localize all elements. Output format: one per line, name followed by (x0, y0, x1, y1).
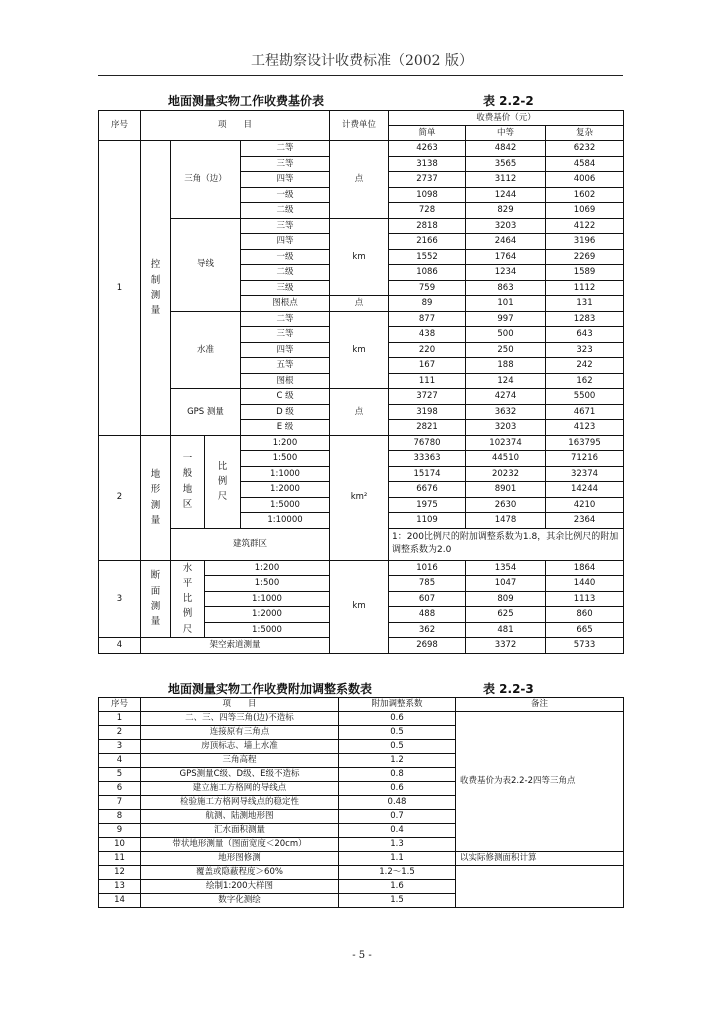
price-simple: 488 (389, 607, 466, 623)
item-grade: 图根 (241, 373, 330, 389)
section-name-text: 断面测量 (150, 570, 161, 627)
row-no: 5 (99, 768, 141, 782)
row-no: 12 (99, 866, 141, 880)
item-grade: 三等 (241, 327, 330, 343)
price-complex: 162 (546, 373, 624, 389)
price-medium: 863 (466, 280, 546, 296)
item-name: 建立施工方格网的导线点 (141, 782, 339, 796)
item-name: 绘制1:200大样图 (141, 880, 339, 894)
price-simple: 111 (389, 373, 466, 389)
price-simple: 220 (389, 342, 466, 358)
scale-value: 1:200 (205, 560, 330, 576)
section-name-text: 地形测量 (150, 469, 161, 526)
item-grade: D 级 (241, 404, 330, 420)
price-complex: 131 (546, 296, 624, 312)
table-row (99, 435, 624, 451)
section-no: 4 (99, 638, 141, 654)
item-name: 检验施工方格网导线点的稳定性 (141, 796, 339, 810)
row-no: 4 (99, 754, 141, 768)
price-medium: 3372 (466, 638, 546, 654)
scale-value: 1:2000 (205, 607, 330, 623)
price-medium: 1354 (466, 560, 546, 576)
table-row (99, 311, 624, 327)
row-no: 14 (99, 894, 141, 908)
item-grade: E 级 (241, 420, 330, 436)
price-medium: 997 (466, 311, 546, 327)
price-complex: 2269 (546, 249, 624, 265)
unit: 点 (330, 296, 389, 312)
item-name: 二、三、四等三角(边)不造标 (141, 712, 339, 726)
price-simple: 76780 (389, 435, 466, 451)
coefficient: 0.4 (339, 824, 456, 838)
scale-value: 1:1000 (205, 591, 330, 607)
price-complex: 5733 (546, 638, 624, 654)
price-medium: 124 (466, 373, 546, 389)
scale-value: 1:500 (205, 576, 330, 592)
scale-value: 1:200 (241, 435, 330, 451)
item-grade: 二级 (241, 203, 330, 219)
price-simple: 89 (389, 296, 466, 312)
table-row (99, 560, 624, 576)
price-complex: 665 (546, 622, 624, 638)
price-complex: 4584 (546, 156, 624, 172)
coefficient: 0.6 (339, 712, 456, 726)
header-simple: 简单 (389, 126, 466, 141)
price-simple: 1109 (389, 513, 466, 529)
item-grade: 四等 (241, 342, 330, 358)
item-grade: 二等 (241, 311, 330, 327)
table2-title: 地面测量实物工作收费附加调整系数表 (168, 682, 373, 696)
price-simple: 3198 (389, 404, 466, 420)
price-simple: 1552 (389, 249, 466, 265)
header-no: 序号 (99, 698, 141, 712)
unit: km (330, 311, 389, 389)
table-row (99, 218, 624, 234)
header-rule (98, 75, 623, 76)
item-grade: C 级 (241, 389, 330, 405)
area-label-text: 一般地区 (182, 453, 193, 510)
table-row (99, 698, 624, 712)
price-complex: 163795 (546, 435, 624, 451)
table-row (99, 111, 624, 126)
row-no: 7 (99, 796, 141, 810)
price-medium: 188 (466, 358, 546, 374)
section-no: 1 (99, 141, 141, 436)
table-row (99, 866, 624, 880)
coefficient: 1.6 (339, 880, 456, 894)
item-grade: 二等 (241, 141, 330, 157)
price-simple: 877 (389, 311, 466, 327)
header-item: 项 目 (141, 698, 339, 712)
price-medium: 101 (466, 296, 546, 312)
price-medium: 20232 (466, 466, 546, 482)
item-grade: 一级 (241, 187, 330, 203)
price-complex: 2364 (546, 513, 624, 529)
unit: 点 (330, 389, 389, 436)
coefficient: 0.5 (339, 740, 456, 754)
price-complex: 6232 (546, 141, 624, 157)
base-price-table (98, 110, 624, 654)
header-no: 序号 (99, 111, 141, 141)
price-complex: 71216 (546, 451, 624, 467)
section-no: 2 (99, 435, 141, 560)
unit: km² (330, 435, 389, 560)
table2-number: 表 2.2-3 (483, 682, 534, 696)
table-row (99, 712, 624, 726)
item-grade: 四等 (241, 172, 330, 188)
price-simple: 1016 (389, 560, 466, 576)
price-complex: 14244 (546, 482, 624, 498)
item-grade: 一级 (241, 249, 330, 265)
price-complex: 3196 (546, 234, 624, 250)
remark: 以实际修测面积计算 (456, 852, 624, 866)
row-no: 10 (99, 838, 141, 852)
adjustment-coefficient-table (98, 697, 624, 908)
price-complex: 32374 (546, 466, 624, 482)
coefficient: 0.48 (339, 796, 456, 810)
item-name: GPS测量C级、D级、E级不造标 (141, 768, 339, 782)
price-medium: 1764 (466, 249, 546, 265)
item-name: 航测、陆测地形图 (141, 810, 339, 824)
table-row (99, 141, 624, 157)
unit: 点 (330, 141, 389, 219)
header-coefficient: 附加调整系数 (339, 698, 456, 712)
price-simple: 759 (389, 280, 466, 296)
price-simple: 33363 (389, 451, 466, 467)
page-number: - 5 - (352, 950, 372, 961)
item-grade: 图根点 (241, 296, 330, 312)
price-medium: 3565 (466, 156, 546, 172)
price-medium: 44510 (466, 451, 546, 467)
building-area-note: 1：200比例尺的附加调整系数为1.8，其余比例尺的附加调整系数为2.0 (389, 528, 624, 560)
item-name: 地形图修测 (141, 852, 339, 866)
building-area-label: 建筑群区 (171, 528, 330, 560)
item-name: 数字化测绘 (141, 894, 339, 908)
item-grade: 五等 (241, 358, 330, 374)
table1-title: 地面测量实物工作收费基价表 (168, 94, 325, 108)
price-complex: 323 (546, 342, 624, 358)
table-row (99, 389, 624, 405)
group-name: 导线 (171, 218, 241, 311)
section-name (141, 560, 171, 638)
coefficient: 1.3 (339, 838, 456, 852)
price-medium: 4274 (466, 389, 546, 405)
item-grade: 三等 (241, 156, 330, 172)
section-name (141, 141, 171, 436)
price-simple: 1086 (389, 265, 466, 281)
group-name: GPS 测量 (171, 389, 241, 436)
price-simple: 728 (389, 203, 466, 219)
price-complex: 4123 (546, 420, 624, 436)
group-name: 三角（边） (171, 141, 241, 219)
row-no: 11 (99, 852, 141, 866)
price-medium: 8901 (466, 482, 546, 498)
coefficient: 0.6 (339, 782, 456, 796)
price-medium: 2630 (466, 497, 546, 513)
price-complex: 1864 (546, 560, 624, 576)
row-no: 13 (99, 880, 141, 894)
price-complex: 4210 (546, 497, 624, 513)
table-row (99, 852, 624, 866)
price-complex: 643 (546, 327, 624, 343)
price-medium: 1244 (466, 187, 546, 203)
remark-empty (456, 866, 624, 908)
price-complex: 1440 (546, 576, 624, 592)
table1-number: 表 2.2-2 (483, 94, 534, 108)
price-simple: 438 (389, 327, 466, 343)
price-simple: 15174 (389, 466, 466, 482)
price-complex: 4671 (546, 404, 624, 420)
price-medium: 1234 (466, 265, 546, 281)
scale-label-text: 水平比例尺 (182, 562, 193, 635)
section-name: 架空索道测量 (141, 638, 330, 654)
price-medium: 3112 (466, 172, 546, 188)
row-no: 6 (99, 782, 141, 796)
price-complex: 4006 (546, 172, 624, 188)
scale-value: 1:2000 (241, 482, 330, 498)
scale-value: 1:500 (241, 451, 330, 467)
price-complex: 1283 (546, 311, 624, 327)
scale-value: 1:5000 (205, 622, 330, 638)
item-name: 连接原有三角点 (141, 726, 339, 740)
coefficient: 1.5 (339, 894, 456, 908)
header-remark: 备注 (456, 698, 624, 712)
price-simple: 362 (389, 622, 466, 638)
row-no: 2 (99, 726, 141, 740)
price-medium: 4842 (466, 141, 546, 157)
document-header-title: 工程勘察设计收费标准（2002 版） (250, 53, 474, 69)
coefficient: 0.5 (339, 726, 456, 740)
unit: km (330, 218, 389, 296)
price-medium: 3203 (466, 420, 546, 436)
price-complex: 242 (546, 358, 624, 374)
price-medium: 1047 (466, 576, 546, 592)
row-no: 8 (99, 810, 141, 824)
price-medium: 2464 (466, 234, 546, 250)
price-medium: 3203 (466, 218, 546, 234)
item-name: 带状地形测量（图面宽度＜20cm） (141, 838, 339, 852)
price-simple: 607 (389, 591, 466, 607)
item-grade: 二级 (241, 265, 330, 281)
item-name: 汇水面积测量 (141, 824, 339, 838)
price-simple: 2698 (389, 638, 466, 654)
price-simple: 3138 (389, 156, 466, 172)
price-medium: 829 (466, 203, 546, 219)
scale-value: 1:5000 (241, 497, 330, 513)
price-complex: 860 (546, 607, 624, 623)
price-simple: 6676 (389, 482, 466, 498)
price-simple: 1098 (389, 187, 466, 203)
price-medium: 625 (466, 607, 546, 623)
price-medium: 481 (466, 622, 546, 638)
header-unit: 计费单位 (330, 111, 389, 141)
item-grade: 三级 (241, 280, 330, 296)
unit: km (330, 560, 389, 653)
section-no: 3 (99, 560, 141, 638)
section-name-text: 控制测量 (150, 259, 161, 316)
price-complex: 5500 (546, 389, 624, 405)
price-complex: 1112 (546, 280, 624, 296)
area-label (171, 435, 205, 528)
item-grade: 四等 (241, 234, 330, 250)
price-simple: 4263 (389, 141, 466, 157)
price-simple: 2166 (389, 234, 466, 250)
price-medium: 3632 (466, 404, 546, 420)
item-grade: 三等 (241, 218, 330, 234)
group-name: 水准 (171, 311, 241, 389)
price-simple: 167 (389, 358, 466, 374)
price-medium: 1478 (466, 513, 546, 529)
header-price: 收费基价（元） (389, 111, 624, 126)
price-simple: 2821 (389, 420, 466, 436)
item-name: 三角高程 (141, 754, 339, 768)
price-complex: 4122 (546, 218, 624, 234)
price-medium: 500 (466, 327, 546, 343)
scale-label-text: 比例尺 (217, 460, 228, 503)
price-complex: 1113 (546, 591, 624, 607)
coefficient: 1.2～1.5 (339, 866, 456, 880)
coefficient: 0.8 (339, 768, 456, 782)
coefficient: 1.1 (339, 852, 456, 866)
price-simple: 785 (389, 576, 466, 592)
price-complex: 1589 (546, 265, 624, 281)
scale-value: 1:10000 (241, 513, 330, 529)
scale-label (171, 560, 205, 638)
price-complex: 1602 (546, 187, 624, 203)
header-item: 项 目 (141, 111, 330, 141)
row-no: 1 (99, 712, 141, 726)
price-medium: 102374 (466, 435, 546, 451)
price-simple: 3727 (389, 389, 466, 405)
price-medium: 809 (466, 591, 546, 607)
coefficient: 1.2 (339, 754, 456, 768)
price-medium: 250 (466, 342, 546, 358)
price-simple: 2737 (389, 172, 466, 188)
header-complex: 复杂 (546, 126, 624, 141)
item-name: 房顶标志、墙上水准 (141, 740, 339, 754)
remark: 收费基价为表2.2-2四等三角点 (456, 712, 624, 852)
header-medium: 中等 (466, 126, 546, 141)
price-simple: 2818 (389, 218, 466, 234)
section-name (141, 435, 171, 560)
coefficient: 0.7 (339, 810, 456, 824)
price-complex: 1069 (546, 203, 624, 219)
row-no: 9 (99, 824, 141, 838)
scale-value: 1:1000 (241, 466, 330, 482)
scale-label (205, 435, 241, 528)
row-no: 3 (99, 740, 141, 754)
price-simple: 1975 (389, 497, 466, 513)
item-name: 覆盖或隐蔽程度＞60% (141, 866, 339, 880)
